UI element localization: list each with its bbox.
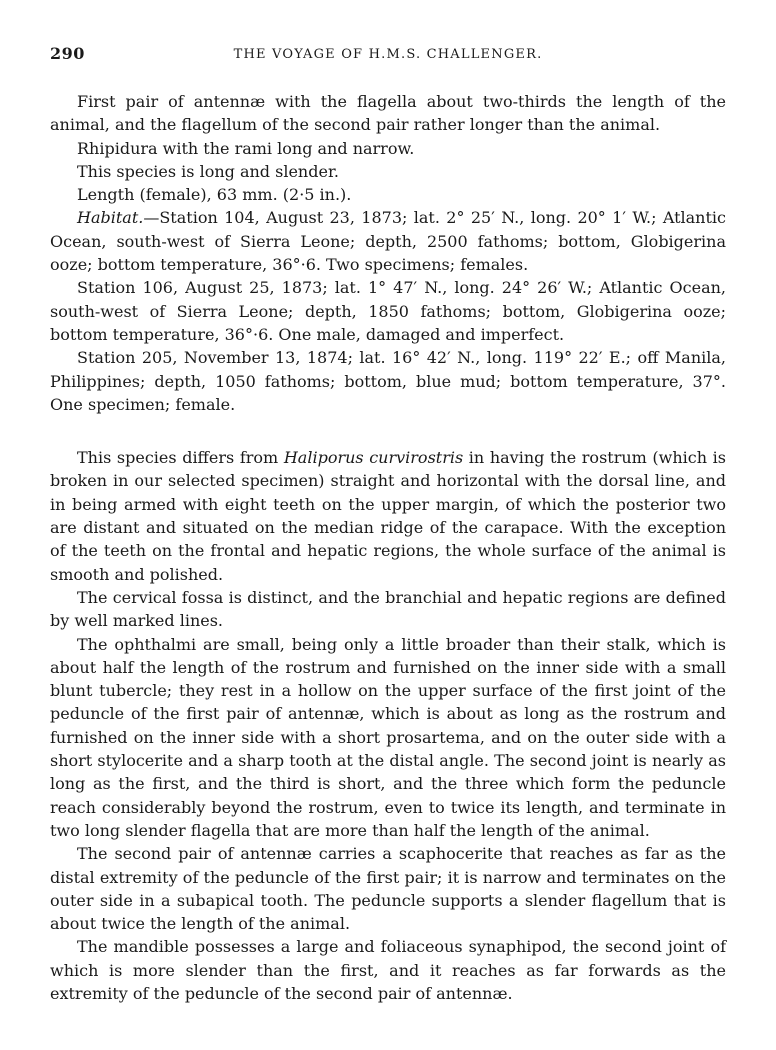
paragraph-form: This species is long and slender.	[77, 161, 339, 181]
paragraph-ophthalmi: The ophthalmi are small, being only a little broader than their stalk, which is about half the length of the rostrum and furnished on the inner side with a small blunt tubercle; they rest in a hollow on the upper surface of the first joint of the peduncle of the first pair of antennæ, which is about as long as the rostrum and furnished on the inner side with a short prosartema, and on the outer side with a short stylocerite and a sharp tooth at the distal angle. The second joint is nearly as long as the first, and the third is short, and the three which form the peduncle reach considerably beyond the rostrum, even to twice its length, and terminate in two long slender flagella that are more than half the length of the animal.	[50, 634, 726, 840]
habitat-text: —Station 104, August 23, 1873; lat. 2° 25′ N., long. 20° 1′ W.; Atlantic Ocean, south-west of Sierra Leone; depth, 2500 fathoms; bottom, Globigerina ooze; bottom temperature, 36°·6. Two specimens; females.	[50, 208, 726, 275]
paragraph-length: Length (female), 63 mm. (2·5 in.).	[77, 185, 352, 205]
paragraph-differs	[50, 446, 726, 586]
paragraph-mandible: The mandible possesses a large and foliaceous synaphipod, the second joint of which is more slender than the first, and it reaches as far forwards as the extremity of the peduncle of the second pair of antennæ.	[50, 937, 726, 1003]
paragraph-habitat	[50, 206, 726, 276]
paragraph-antennae: First pair of antennæ with the flagella about two-thirds the length of the animal, and the flagellum of the second pair rather longer than the animal.	[50, 92, 726, 135]
paragraph-station-106: Station 106, August 25, 1873; lat. 1° 47′ N., long. 24° 26′ W.; Atlantic Ocean, south-west of Sierra Leone; depth, 1850 fathoms; bottom, Globigerina ooze; bottom temperature, 36°·6. One male, damaged and imperfect.	[50, 278, 726, 344]
body-text	[50, 90, 726, 1005]
differs-text-end: in having the rostrum (which is broken in our selected specimen) straight and horizontal with the dorsal line, and in being armed with eight teeth on the upper margin, of which the posterior two are distant and situated on the median ridge of the carapace. With the exception of the teeth on the frontal and hepatic regions, the whole surface of the animal is smooth and polished.	[50, 448, 726, 584]
paragraph-rhipidura: Rhipidura with the rami long and narrow.	[77, 138, 415, 158]
page-number: 290	[50, 44, 85, 63]
paragraph-second-antennae: The second pair of antennæ carries a scaphocerite that reaches as far as the distal extremity of the peduncle of the first pair; it is narrow and terminates on the outer side in a subapical tooth. The peduncle supports a slender flagellum that is about twice the length of the animal.	[50, 844, 726, 934]
running-title: THE VOYAGE OF H.M.S. CHALLENGER.	[233, 47, 543, 62]
paragraph-cervical-fossa: The cervical fossa is distinct, and the branchial and hepatic regions are defined by well marked lines.	[50, 587, 726, 631]
paragraph-station-205: Station 205, November 13, 1874; lat. 16° 42′ N., long. 119° 22′ E.; off Manila, Philippines; depth, 1050 fathoms; bottom, blue mud; bottom temperature, 37°. One specimen; female.	[50, 348, 726, 414]
habitat-label: Habitat.	[77, 208, 144, 228]
page-header	[50, 44, 726, 66]
species-name-italic: Haliporus curvirostris	[283, 448, 464, 468]
differs-text-start: This species differs from	[77, 448, 284, 468]
